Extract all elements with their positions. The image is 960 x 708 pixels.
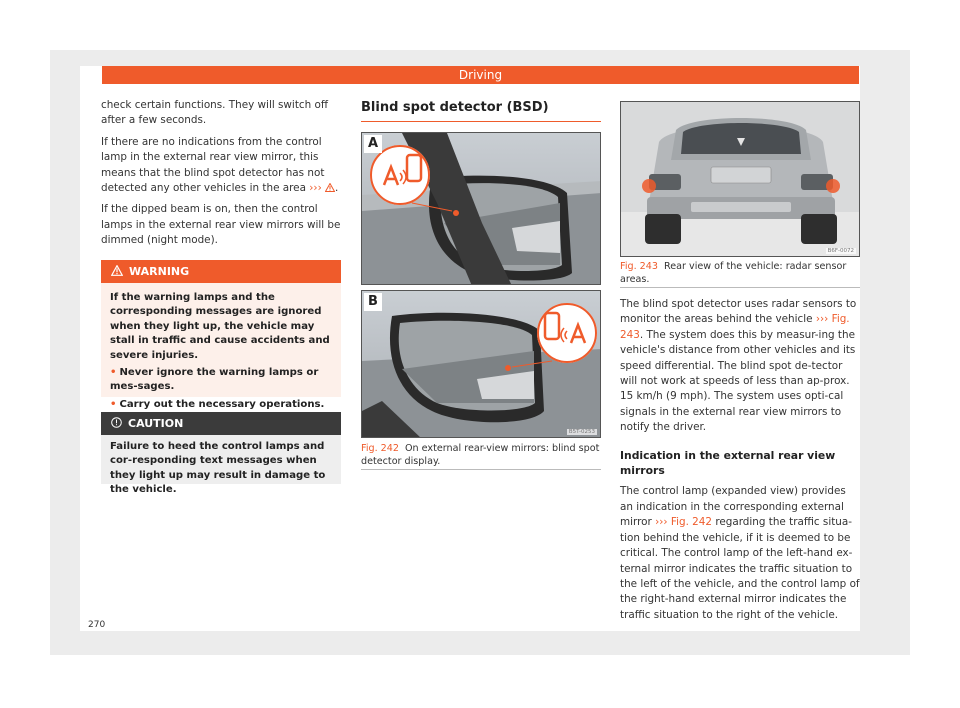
paragraph (620, 484, 860, 623)
warning-bullet (110, 398, 332, 412)
figure-number: Fig. 242 (361, 443, 399, 454)
paragraph-text: The blind spot detector uses radar sensors to monitor the areas behind the vehicle (620, 298, 857, 326)
bullet-icon: • (110, 398, 117, 410)
section-title: Blind spot detector (BSD) (361, 100, 549, 115)
left-column (101, 98, 341, 255)
paragraph-text: If there are no indications from the control lamp in the external rear view mirror, this means that the blind spot detector has not detected any other vehicles in the area (101, 135, 325, 195)
paragraph-text: . The system does this by measur-ing the vehicle's distance from other vehicles and its speed differential. The blind spot de-tector will not work at speeds of less than ap-prox. 15 km/h (9 mph). The system uses opti-cal signals in the external rear view mirrors to notify the driver. (620, 328, 856, 434)
figure-242-b (361, 290, 601, 438)
warning-title: WARNING (129, 265, 190, 278)
figure-242-caption (361, 442, 601, 470)
figure-code: B5T-0253 (568, 429, 595, 435)
paragraph: If there are no indications from the control lamp in the external rear view mirror, this means that the blind spot detector has not detected any other vehicles in the area ››› . (101, 135, 339, 195)
paragraph: If the dipped beam is on, then the control lamps in the external rear view mirrors will be dimmed (night mode). (101, 203, 341, 247)
title-divider (361, 121, 601, 122)
warning-body (101, 283, 341, 423)
figure-243 (620, 101, 860, 257)
info-circle-icon (111, 417, 122, 428)
figure-reference-link[interactable]: ››› Fig. 242 (655, 516, 713, 529)
warning-box (101, 260, 341, 410)
car-rear-illustration (621, 102, 860, 257)
subsection-heading: Indication in the external rear view mirrors (620, 448, 836, 478)
figure-242-a (361, 132, 601, 285)
caption-text: On external rear-view mirrors: blind spot detector display. (361, 443, 600, 467)
paragraph (620, 297, 860, 436)
bullet-icon: • (110, 367, 117, 379)
figure-label-a: A (364, 135, 382, 153)
warning-text: If the warning lamps and the corresponding messages are ignored when they light up, the vehicle may stall in traffic and cause accidents and severe injuries. (110, 292, 330, 361)
page-number: 270 (88, 620, 106, 630)
figure-number: Fig. 243 (620, 261, 658, 272)
mirror-illustration-a (362, 133, 601, 285)
caution-text: Failure to heed the control lamps and cor-responding text messages when they light up may result in damage to the vehicle. (110, 441, 326, 496)
paragraph-text: regarding the traffic situa-tion behind the vehicle, if it is deemed to be critical. The control lamp of the left-hand ex-ternal mirror indicates the traffic situation to the left of the vehicle, and the control lamp of the right-hand external mirror indicates the traffic situation to the right of the vehicle. (620, 516, 860, 621)
cross-reference-link[interactable]: ››› (309, 182, 322, 195)
caution-box (101, 412, 341, 496)
paragraph: check certain functions. They will switch off after a few seconds. (101, 99, 329, 127)
figure-reference-link[interactable]: ››› Fig. 243 (620, 313, 850, 341)
warning-bullet-text: Carry out the necessary operations. (119, 398, 325, 410)
figure-label-b: B (364, 293, 382, 311)
warning-bullet (110, 366, 332, 395)
warning-bullet-text: Never ignore the warning lamps or mes-sages. (110, 367, 319, 393)
warning-triangle-icon (111, 265, 123, 276)
right-column (620, 297, 860, 629)
mirror-illustration-b (362, 291, 601, 438)
chapter-header: Driving (102, 66, 859, 84)
figure-code: B6F-0072 (827, 248, 854, 254)
warning-header (101, 260, 341, 283)
figure-243-caption (620, 260, 860, 288)
caption-text: Rear view of the vehicle: radar sensor areas. (620, 261, 847, 285)
caution-header (101, 412, 341, 435)
paragraph-text: The control lamp (expanded view) provides an indication in the corresponding external mirror (620, 485, 846, 529)
caution-title: CAUTION (128, 417, 184, 430)
warning-triangle-icon (325, 183, 335, 192)
